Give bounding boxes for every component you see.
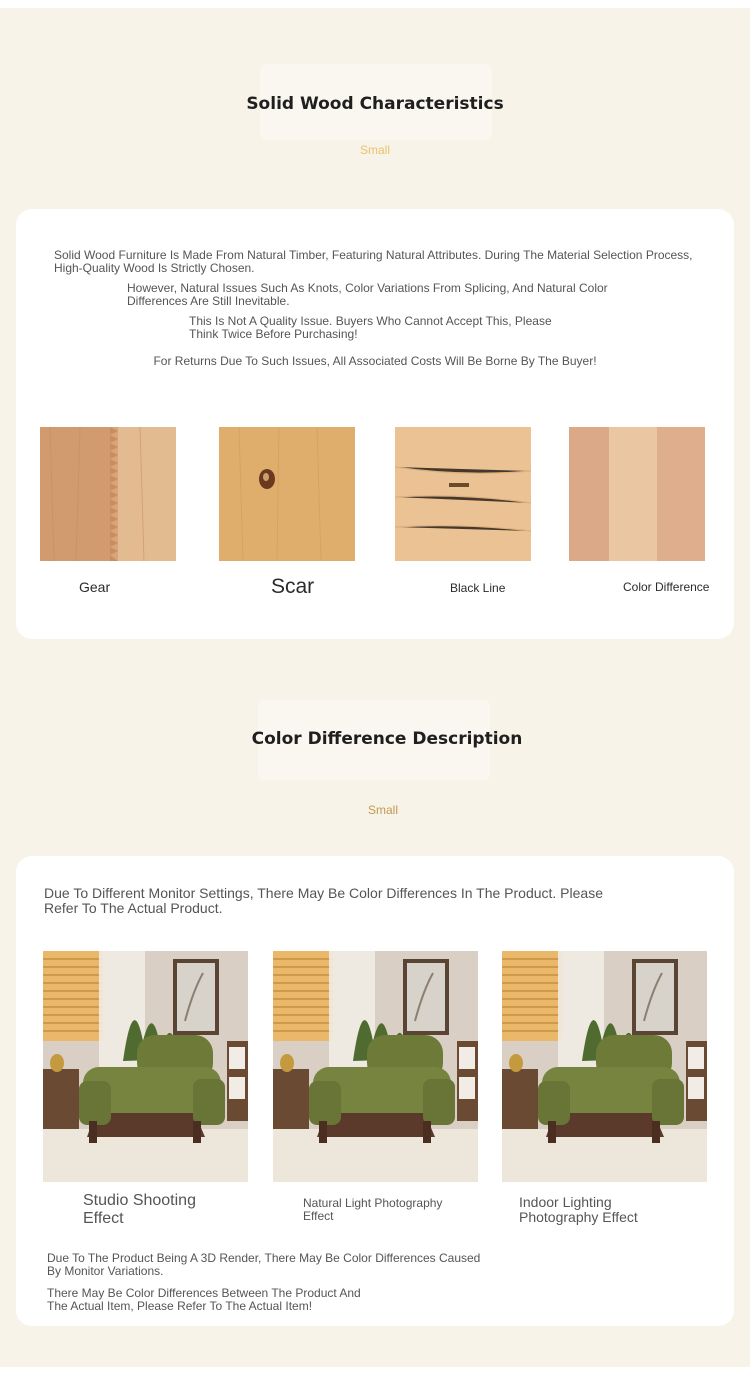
caption-studio: Studio Shooting Effect bbox=[83, 1192, 196, 1227]
sample-label-black-line: Black Line bbox=[450, 581, 506, 595]
natural-issues-paragraph: However, Natural Issues Such As Knots, Color Variations From Splicing, And Natural Color Differences Are Still Inevitable. bbox=[127, 281, 608, 308]
green-armchair-photo bbox=[502, 951, 707, 1182]
sample-label-color-difference: Color Difference bbox=[623, 580, 710, 594]
sample-label-gear: Gear bbox=[79, 579, 111, 595]
intro-paragraph: Solid Wood Furniture Is Made From Natural Timber, Featuring Natural Attributes. During The Material Selection Process, High-Quality Wood Is Strictly Chosen. bbox=[54, 248, 693, 275]
bottom-strip bbox=[0, 1367, 750, 1383]
wood-black-line-photo bbox=[395, 427, 531, 561]
section-subtitle: Small bbox=[367, 803, 398, 817]
wood-characteristics-card bbox=[16, 209, 734, 639]
quality-notice-paragraph: This Is Not A Quality Issue. Buyers Who Cannot Accept This, Please Think Twice Before Purchasing! bbox=[189, 314, 552, 341]
color-difference-intro: Due To Different Monitor Settings, There May Be Color Differences In The Product. Please Refer To The Actual Product. bbox=[44, 885, 603, 916]
caption-indoor-lighting: Indoor Lighting Photography Effect bbox=[519, 1194, 638, 1225]
wood-color-difference-photo bbox=[569, 427, 705, 561]
color-difference-card bbox=[16, 856, 734, 1326]
top-strip bbox=[0, 0, 750, 8]
render-notice: Due To The Product Being A 3D Render, There May Be Color Differences Caused By Monitor Variations. bbox=[47, 1251, 481, 1278]
caption-natural-light: Natural Light Photography Effect bbox=[303, 1196, 443, 1223]
section-title: Solid Wood Characteristics bbox=[246, 94, 504, 114]
green-armchair-photo bbox=[273, 951, 478, 1182]
wood-finger-joint-photo bbox=[40, 427, 176, 561]
wood-knot-photo bbox=[219, 427, 355, 561]
sample-label-scar: Scar bbox=[271, 575, 315, 598]
returns-notice-paragraph: For Returns Due To Such Issues, All Associated Costs Will Be Borne By The Buyer! bbox=[153, 354, 597, 368]
section-subtitle: Small bbox=[359, 143, 390, 157]
section-title: Color Difference Description bbox=[251, 729, 523, 749]
green-armchair-photo bbox=[43, 951, 248, 1182]
actual-item-notice: There May Be Color Differences Between The Product And The Actual Item, Please Refer To The Actual Item! bbox=[47, 1286, 361, 1313]
